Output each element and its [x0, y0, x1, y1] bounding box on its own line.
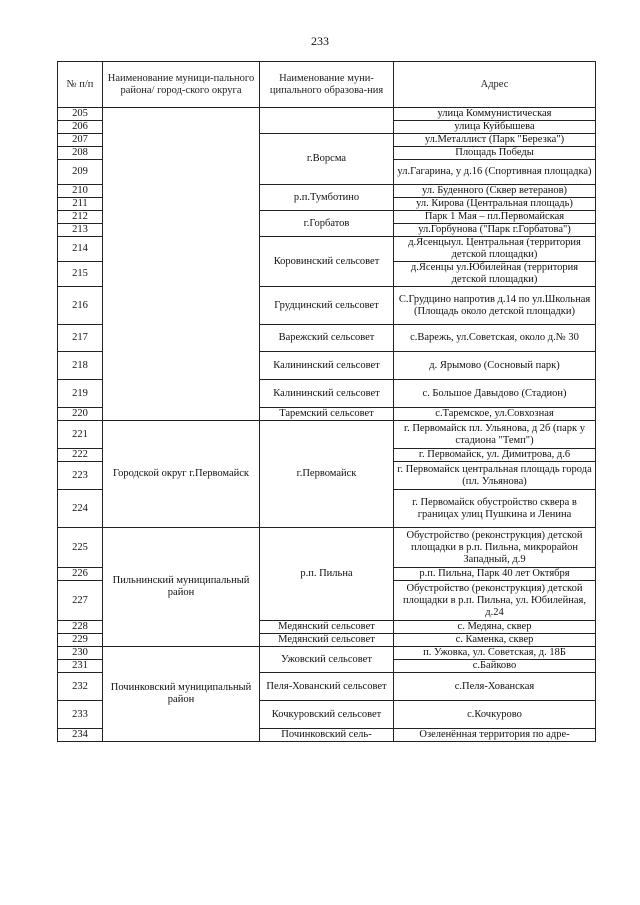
address-cell: ул. Буденного (Сквер ветеранов): [394, 185, 596, 198]
municipality-cell: Коровинский сельсовет: [260, 237, 394, 287]
header-address: Адрес: [394, 62, 596, 108]
row-number: 226: [58, 568, 103, 581]
row-number: 232: [58, 673, 103, 701]
row-number: 207: [58, 134, 103, 147]
address-cell: д.Ясенцы ул.Юбилейная (территория детской площадки): [394, 262, 596, 287]
row-number: 209: [58, 160, 103, 185]
row-number: 222: [58, 449, 103, 462]
address-cell: улица Куйбышева: [394, 121, 596, 134]
row-number: 219: [58, 380, 103, 408]
municipality-cell: Медянский сельсовет: [260, 621, 394, 634]
address-cell: с.Байково: [394, 660, 596, 673]
address-cell: п. Ужовка, ул. Советская, д. 18Б: [394, 647, 596, 660]
address-cell: г. Первомайск, ул. Димитрова, д.6: [394, 449, 596, 462]
row-number: 234: [58, 729, 103, 742]
address-cell: г. Первомайск обустройство сквера в границах улиц Пушкина и Ленина: [394, 490, 596, 528]
municipality-cell: Пеля-Хованский сельсовет: [260, 673, 394, 701]
municipality-cell: г.Горбатов: [260, 211, 394, 237]
municipality-cell: Варежский сельсовет: [260, 325, 394, 352]
address-cell: с.Пеля-Хованская: [394, 673, 596, 701]
row-number: 227: [58, 581, 103, 621]
row-number: 215: [58, 262, 103, 287]
address-cell: с.Кочкурово: [394, 701, 596, 729]
table-row: [58, 108, 596, 121]
municipality-cell: г.Первомайск: [260, 421, 394, 528]
address-cell: ул.Металлист (Парк "Березка"): [394, 134, 596, 147]
table-header-row: [58, 62, 596, 108]
address-cell: г. Первомайск центральная площадь города (пл. Ульянова): [394, 462, 596, 490]
row-number: 230: [58, 647, 103, 660]
row-number: 218: [58, 352, 103, 380]
table-row: [58, 421, 596, 449]
row-number: 225: [58, 528, 103, 568]
table-row: [58, 647, 596, 660]
address-cell: с. Большое Давыдово (Стадион): [394, 380, 596, 408]
row-number: 206: [58, 121, 103, 134]
row-number: 217: [58, 325, 103, 352]
address-cell: р.п. Пильна, Парк 40 лет Октября: [394, 568, 596, 581]
address-cell: с.Варежь, ул.Советская, около д.№ 30: [394, 325, 596, 352]
header-municipality: Наименование муни-ципального образова-ния: [260, 62, 394, 108]
address-cell: ул.Горбунова ("Парк г.Горбатова"): [394, 224, 596, 237]
row-number: 212: [58, 211, 103, 224]
row-number: 214: [58, 237, 103, 262]
municipality-cell: Калининский сельсовет: [260, 352, 394, 380]
municipality-cell: Таремский сельсовет: [260, 408, 394, 421]
municipality-cell: Ужовский сельсовет: [260, 647, 394, 673]
row-number: 231: [58, 660, 103, 673]
municipality-cell: Медянский сельсовет: [260, 634, 394, 647]
header-district: Наименование муници-пального района/ город-ского округа: [103, 62, 260, 108]
header-num: № п/п: [58, 62, 103, 108]
row-number: 224: [58, 490, 103, 528]
district-cell: Городской округ г.Первомайск: [103, 421, 260, 528]
row-number: 221: [58, 421, 103, 449]
municipality-cell: [260, 108, 394, 134]
row-number: 223: [58, 462, 103, 490]
playgrounds-table: [57, 61, 596, 742]
table-row: [58, 528, 596, 568]
row-number: 210: [58, 185, 103, 198]
district-cell: [103, 108, 260, 421]
row-number: 233: [58, 701, 103, 729]
address-cell: С.Грудцино напротив д.14 по ул.Школьная (Площадь около детской площадки): [394, 287, 596, 325]
address-cell: с. Медяна, сквер: [394, 621, 596, 634]
municipality-cell: Кочкуровский сельсовет: [260, 701, 394, 729]
row-number: 205: [58, 108, 103, 121]
address-cell: г. Первомайск пл. Ульянова, д 2б (парк у стадиона "Темп"): [394, 421, 596, 449]
municipality-cell: р.п.Тумботино: [260, 185, 394, 211]
municipality-cell: Калининский сельсовет: [260, 380, 394, 408]
address-cell: с.Таремское, ул.Совхозная: [394, 408, 596, 421]
row-number: 211: [58, 198, 103, 211]
address-cell: Обустройство (реконструкция) детской площадки в р.п. Пильна, микрорайон Западный, д.9: [394, 528, 596, 568]
municipality-cell: Грудцинский сельсовет: [260, 287, 394, 325]
address-cell: д. Ярымово (Сосновый парк): [394, 352, 596, 380]
page-number: 233: [311, 34, 329, 48]
address-cell: ул. Кирова (Центральная площадь): [394, 198, 596, 211]
address-cell: Обустройство (реконструкция) детской площадки в р.п. Пильна, ул. Юбилейная, д.24: [394, 581, 596, 621]
municipality-cell: Починковский сель-: [260, 729, 394, 742]
address-cell: Озеленённая территория по адре-: [394, 729, 596, 742]
address-cell: с. Каменка, сквер: [394, 634, 596, 647]
municipality-cell: р.п. Пильна: [260, 528, 394, 621]
address-cell: ул.Гагарина, у д.16 (Спортивная площадка): [394, 160, 596, 185]
district-cell: Починковский муниципальный район: [103, 647, 260, 742]
municipality-cell: г.Ворсма: [260, 134, 394, 185]
row-number: 229: [58, 634, 103, 647]
address-cell: Парк 1 Мая – пл.Первомайская: [394, 211, 596, 224]
district-cell: Пильнинский муниципальный район: [103, 528, 260, 647]
address-cell: Площадь Победы: [394, 147, 596, 160]
row-number: 213: [58, 224, 103, 237]
row-number: 216: [58, 287, 103, 325]
row-number: 220: [58, 408, 103, 421]
row-number: 208: [58, 147, 103, 160]
address-cell: улица Коммунистическая: [394, 108, 596, 121]
address-cell: д.Ясенцыул. Центральная (территория детской площадки): [394, 237, 596, 262]
row-number: 228: [58, 621, 103, 634]
